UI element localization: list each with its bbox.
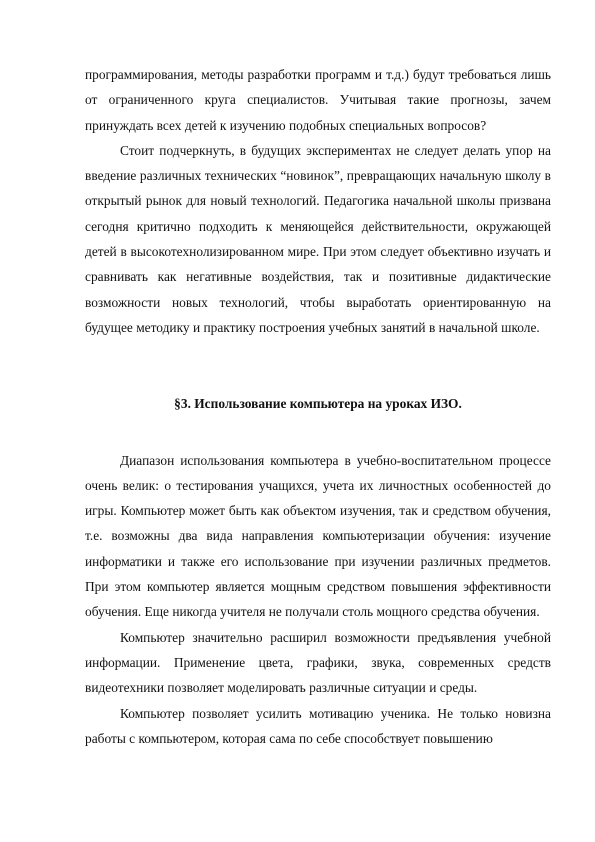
paragraph-computer-possibilities: Компьютер значительно расширил возможности предъявления учебной информации. Применение цвета, графики, звука, современных средств видеотехники позволяет моделировать различные ситуации и среды. [85, 629, 551, 696]
document-body [85, 62, 551, 751]
paragraph-novelties: Стоит подчеркнуть, в будущих экспериментах не следует делать упор на введение различных технических “новинок”, превращающих начальную школу в открытый рынок для новый технологий. Педагогика начальной школы призвана сегодня критично подходить к меняющейся действительности, окружающей детей в высокотехнолизированном мире. При этом следует объективно изучать и сравнивать как негативные воздействия, так и позитивные дидактические возможности новых технологий, чтобы выработать ориентированную на будущее методику и практику построения учебных занятий в начальной школе. [85, 142, 551, 335]
paragraph-motivation: Компьютер позволяет усилить мотивацию ученика. Не только новизна работы с компьютером, которая сама по себе способствует повышению [85, 705, 551, 746]
paragraph-computer-range: Диапазон использования компьютера в учебно-воспитательном процессе очень велик: о тестирования учащихся, учета их личностных особенностей до игры. Компьютер может быть как объектом изучения, так и средством обучения, т.е. возможны два вида направления компьютеризации обучения: изучение информатики и также его использование при изучении различных предметов. При этом компьютер является мощным средством повышения эффективности обучения. Еще никогда учителя не получали столь мощного средства обучения. [85, 452, 551, 620]
section-heading: §3. Использование компьютера на уроках ИЗО. [174, 396, 462, 412]
paragraph-continuation: программирования, методы разработки программ и т.д.) будут требоваться лишь от ограниченного круга специалистов. Учитывая такие прогнозы, зачем принуждать всех детей к изучению подобных специальных вопросов? [85, 67, 551, 133]
